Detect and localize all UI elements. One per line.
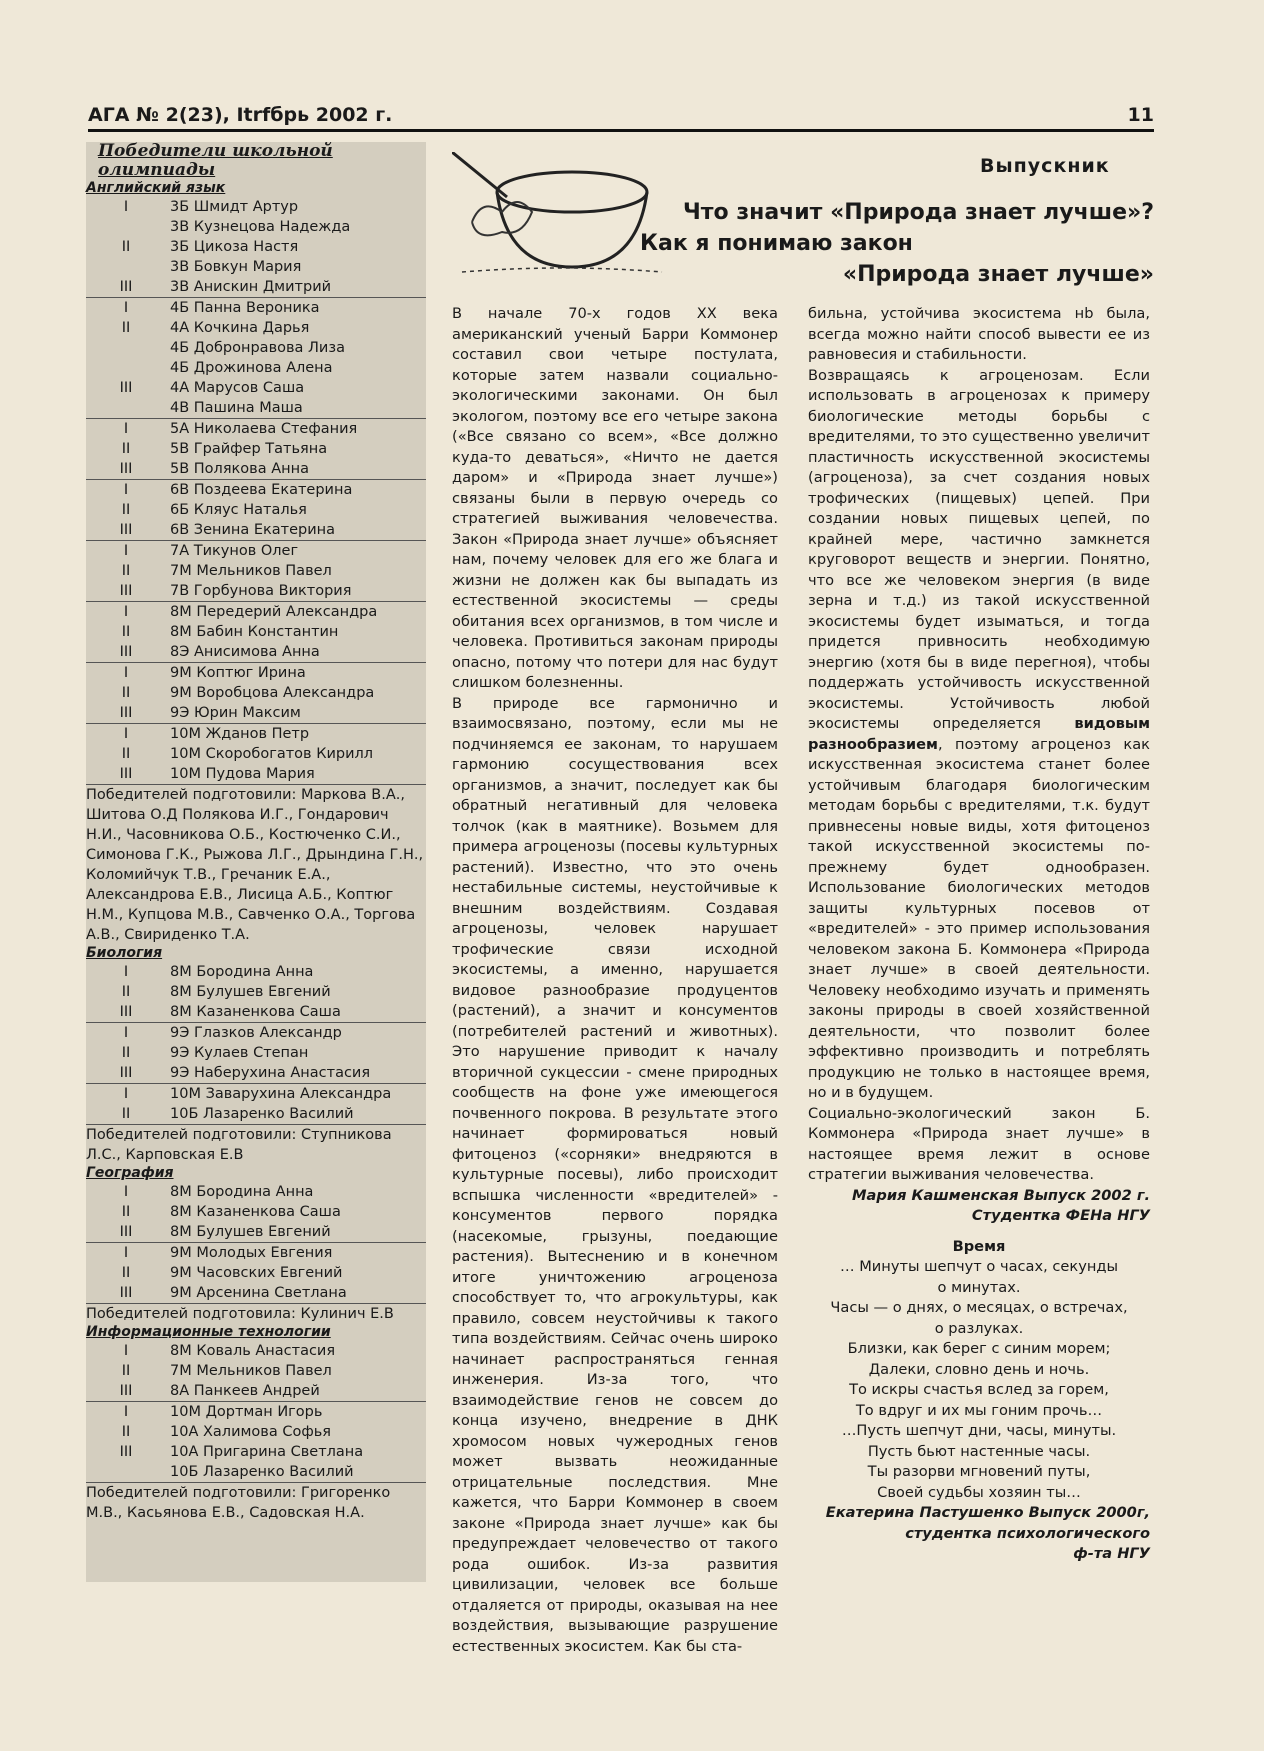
signature-line: студентка психологического [905, 1524, 1150, 1542]
winner-row [86, 257, 426, 277]
winner-name: 6В Зенина Екатерина [170, 522, 336, 538]
place: I [123, 1184, 129, 1200]
winner-name: 7А Тикунов Олег [170, 543, 299, 559]
winners-group [86, 1243, 426, 1304]
winner-row [86, 982, 426, 1002]
paragraph-text: , поэтому агроценоз как искусственная экосистема станет более устойчивым благодаря биологическим методам борьбы с вредителями, т.к. будут привнесены новые виды, хотя фитоценоз такой искусственной экосистемы по-прежнему будет однообразен. Использование биологических методов защиты культурных посевов от «вредителей» - это пример использования человеком закона Б. Коммонера «Природа знает лучше» в своей деятельности. Человеку необходимо изучать и применять законы природы в своей хозяйственной деятельности, что позволит более эффективно производить и потреблять продукцию не только в настоящее время, но и в будущем. [808, 735, 1150, 1101]
winner-name: 4Б Панна Вероника [170, 300, 320, 316]
winner-row [86, 663, 426, 683]
section-label: Выпускник [980, 155, 1110, 177]
winner-name: 5В Полякова Анна [170, 461, 309, 477]
place: I [123, 1404, 129, 1420]
poem-line: Близки, как берег с синим морем; [847, 1340, 1111, 1357]
winner-row [86, 1222, 426, 1242]
poem-line: о разлуках. [934, 1319, 1024, 1337]
place: III [119, 644, 133, 660]
poem-line: Ты разорви мгновений путы, [867, 1463, 1091, 1480]
winner-row [86, 1182, 426, 1202]
winner-row [86, 561, 426, 581]
teachers-line: Победителей подготовили: Ступникова Л.С., Карповская Е.В [86, 1127, 392, 1163]
poem-line: Часы — о днях, о месяцах, о встречах, [830, 1299, 1128, 1316]
poem-line: То вдруг и их мы гоним прочь… [855, 1401, 1103, 1419]
winner-row [86, 1104, 426, 1124]
poem-line: То искры счастья вслед за горем, [849, 1381, 1109, 1398]
winner-row [86, 1402, 426, 1422]
page-number: 11 [1127, 104, 1154, 126]
place: II [121, 746, 131, 762]
place: II [121, 441, 131, 457]
place: II [121, 1265, 131, 1281]
place: III [119, 461, 133, 477]
article-paragraph: В начале 70-х годов XX века американский ученый Барри Коммонер составил свои четыре постулата, которые затем назвали социально-экологическими законами. Он был экологом, поэтому все его четыре закона («Все связано со всем», «Все должно куда-то деваться», «Ничто не дается даром» и «Природа знает лучше») связаны были в первую очередь со стратегией выживания человечества. Закон «Природа знает лучше» объясняет нам, почему человек для его же блага и жизни не должен как бы выпадать из естественной экосистемы — среды обитания всех организмов, в том числе и человека. Противиться законам природы опасно, потому что потери для нас будут слишком болезненны. [452, 305, 778, 691]
place: II [121, 624, 131, 640]
winner-row [86, 439, 426, 459]
winner-name: 5А Николаева Стефания [170, 421, 358, 437]
winner-name: 9Э Глазков Александр [170, 1025, 342, 1041]
article-paragraph: бильна, устойчива экосистема нb была, всегда можно найти способ вывести ее из равновесия и стабильности. [808, 305, 1150, 363]
place: I [123, 726, 129, 742]
author-signature [808, 1186, 1150, 1227]
place: III [119, 1004, 133, 1020]
place: III [119, 1444, 133, 1460]
winner-name: 4Б Добронравова Лиза [170, 340, 345, 356]
winner-name: 9М Коптюг Ирина [170, 665, 306, 681]
place: III [119, 766, 133, 782]
teachers-line: Победителей подготовили: Григоренко М.В., Касьянова Е.В., Садовская Н.А. [86, 1485, 391, 1521]
winner-name: 9М Часовских Евгений [170, 1265, 343, 1281]
winner-name: 3В Бовкун Мария [170, 259, 302, 275]
poem-line: … Минуты шепчут о часах, секунды [839, 1258, 1119, 1275]
teachers-line: Победителей подготовили: Маркова В.А., Шитова О.Д Полякова И.Г., Гондарович Н.И., Часовникова О.Б., Костюченко С.И., Симонова Г.К., Рыжова Л.Г., Дрындина Г.Н., Коломийчук Т.В., Гречаник Е.А., Александрова Е.В., Лисица А.Б., Коптюг Н.М., Купцова М.В., Савченко О.А., Торгова А.В., Свириденко Т.А. [86, 787, 424, 943]
winners-group [86, 1084, 426, 1125]
winner-row [86, 1243, 426, 1263]
article-paragraph [808, 366, 1150, 1104]
place: II [121, 1204, 131, 1220]
winner-name: 6В Поздеева Екатерина [170, 482, 353, 498]
signature-line: Екатерина Пастушенко Выпуск 2000г, [825, 1504, 1150, 1521]
winner-row [86, 480, 426, 500]
place: I [123, 1343, 129, 1359]
winner-name: 3Б Цикоза Настя [170, 239, 299, 255]
winner-name: 8М Бабин Константин [170, 624, 339, 640]
winner-row [86, 197, 426, 217]
place: I [123, 1245, 129, 1261]
winner-row [86, 602, 426, 622]
winner-row [86, 419, 426, 439]
place: I [123, 300, 129, 316]
winner-row [86, 744, 426, 764]
winner-row [86, 581, 426, 601]
winners-group [86, 962, 426, 1023]
winner-row [86, 459, 426, 479]
winners-group [86, 1182, 426, 1243]
winner-row [86, 1381, 426, 1401]
winner-name: 8Э Анисимова Анна [170, 644, 320, 660]
winner-row [86, 338, 426, 358]
place: I [123, 665, 129, 681]
place: II [121, 1045, 131, 1061]
winner-name: 8М Казаненкова Саша [170, 1204, 341, 1220]
winner-name: 4В Пашина Маша [170, 400, 303, 416]
paragraph-text: Возвращаясь к агроценозам. Если использовать в агроценозах к примеру биологические методы борьбы с вредителями, то это существенно увеличит пластичность искусственной экосистемы (агроценоза), за счет создания новых трофических (пищевых) цепей. При создании новых пищевых цепей, по крайней мере, частично замкнется круговорот веществ и энергии. Понятно, что все же человеком энергия (в виде зерна и т.д.) из такой искусственной экосистемы будет изыматься, и тогда придется привносить необходимую энергию (хотя бы в виде перегноя), чтобы поддержать устойчивость искусственной экосистемы. Устойчивость любой экосистемы определяется [808, 366, 1150, 732]
winner-row [86, 1263, 426, 1283]
signature-line: Мария Кашменская Выпуск 2002 г. [852, 1186, 1150, 1204]
place: II [121, 239, 131, 255]
winner-name: 9М Молодых Евгения [170, 1245, 333, 1261]
poem-line: Своей судьбы хозяин ты… [877, 1483, 1081, 1501]
winner-name: 10Б Лазаренко Василий [170, 1464, 354, 1480]
winner-name: 10А Халимова Софья [170, 1424, 332, 1440]
winner-name: 10М Жданов Петр [170, 726, 310, 742]
winner-row [86, 1063, 426, 1083]
winner-name: 9М Арсенина Светлана [170, 1285, 347, 1301]
place: II [121, 320, 131, 336]
winner-name: 5В Грайфер Татьяна [170, 441, 328, 457]
winner-name: 9Э Кулаев Степан [170, 1045, 309, 1061]
winners-group [86, 1402, 426, 1483]
winner-name: 8А Панкеев Андрей [170, 1383, 320, 1399]
winner-row [86, 541, 426, 561]
winners-group [86, 724, 426, 785]
title-line: «Природа знает лучше» [842, 262, 1154, 287]
place: III [119, 705, 133, 721]
place: II [121, 502, 131, 518]
winner-name: 8М Казаненкова Саша [170, 1004, 341, 1020]
winners-group [86, 419, 426, 480]
winner-row [86, 703, 426, 723]
place: III [119, 1224, 133, 1240]
article-paragraph: В природе все гармонично и взаимосвязано, поэтому, если мы не подчиняемся ее законам, то нарушаем гармонию сосуществования всех организмов, а значит, последует как бы обратный негативный для человека толчок (как в маятнике). Возьмем для примера агроценозы (посевы культурных растений). Известно, что это очень нестабильные системы, неустойчивые к внешним воздействиям. Создавая агроценозы, человек нарушает трофические связи исходной экосистемы, а именно, нарушается видовое разнообразие продуцентов (растений), а значит и консументов (потребителей растений и животных). Это нарушение приводит к началу вторичной сукцессии - смене природных сообществ на фоне уже имеющегося почвенного покрова. В результате этого начинает формироваться новый фитоценоз («сорняки» внедряются в культурные посевы), либо происходит вспышка численности «вредителей» - консументов первого порядка (насекомые, грызуны, поедающие растения). Вытеснению и в конечном итоге уничтожению агроценоза способствует то, что агрокультуры, как правило, совсем неустойчивы к такого типа воздействиям. Сейчас очень широко начинает распространяться генная инженерия. Из-за того, что взаимодействие генов не совсем до конца изучено, внедрение в ДНК хромосом новых чужеродных генов может вызвать неожиданные отрицательные последствия. Мне кажется, что Барри Коммонер в своем законе «Природа знает лучше» как бы предупреждает человечество от такого рода ошибок. Из-за развития цивилизации, человек все больше отдаляется от природы, оказывая на нее воздействия, вызывающие разрушение естественных экосистем. Как бы ста- [452, 694, 778, 1655]
winner-row [86, 237, 426, 257]
winner-row [86, 318, 426, 338]
poem-line: о минутах. [937, 1278, 1021, 1296]
place: I [123, 1086, 129, 1102]
place: III [119, 279, 133, 295]
bold-term: видовым разнообразием [808, 715, 1150, 753]
winner-row [86, 1084, 426, 1104]
winner-name: 8М Бородина Анна [170, 964, 314, 980]
page-header [88, 104, 1154, 126]
winner-name: 4А Марусов Саша [170, 380, 305, 396]
winner-name: 9Э Юрин Максим [170, 705, 301, 721]
winner-row [86, 398, 426, 418]
signature-line: ф-та НГУ [1073, 1545, 1150, 1562]
place: I [123, 482, 129, 498]
poem-line: Далеки, словно день и ночь. [868, 1360, 1090, 1378]
winner-row [86, 764, 426, 784]
place: II [121, 1424, 131, 1440]
winner-name: 7М Мельников Павел [170, 563, 332, 579]
winner-row [86, 1442, 426, 1462]
article-column-2 [808, 304, 1150, 1565]
winner-name: 8М Булушев Евгений [170, 984, 331, 1000]
winner-name: 4Б Дрожинова Алена [170, 360, 333, 376]
winner-name: 10М Пудова Мария [170, 766, 315, 782]
winners-group [86, 602, 426, 663]
winner-name: 4А Кочкина Дарья [170, 320, 310, 336]
place: I [123, 199, 129, 215]
winner-name: 8М Булушев Евгений [170, 1224, 331, 1240]
winner-name: 7М Мельников Павел [170, 1363, 332, 1379]
winner-name: 10Б Лазаренко Василий [170, 1106, 354, 1122]
winner-row [86, 962, 426, 982]
place: II [121, 1363, 131, 1379]
winners-group [86, 541, 426, 602]
winner-row [86, 520, 426, 540]
winner-row [86, 1023, 426, 1043]
article-paragraph: Социально-экологический закон Б. Коммонера «Природа знает лучше» в настоящее время лежит в основе стратегии выживания человечества. [808, 1104, 1150, 1183]
winner-row [86, 1283, 426, 1303]
winner-row [86, 683, 426, 703]
winner-row [86, 500, 426, 520]
title-line: Как я понимаю закон [640, 231, 913, 256]
winner-name: 7В Горбунова Виктория [170, 583, 352, 599]
issue-line: АГА № 2(23), Itrfбрь 2002 г. [88, 104, 393, 126]
place: III [119, 1065, 133, 1081]
winner-row [86, 378, 426, 398]
poet-signature [808, 1503, 1150, 1565]
poem [808, 1257, 1150, 1503]
winner-row [86, 1361, 426, 1381]
winner-name: 8М Передерий Александра [170, 604, 378, 620]
header-rule [88, 129, 1154, 132]
teachers-line: Победителей подготовила: Кулинич Е.В [86, 1306, 394, 1322]
subject-heading: Английский язык [86, 180, 226, 196]
signature-line: Студентка ФЕНа НГУ [971, 1207, 1150, 1224]
winner-row [86, 1043, 426, 1063]
place: III [119, 380, 133, 396]
winner-row [86, 724, 426, 744]
article-title [640, 197, 1154, 290]
poem-line: …Пусть шепчут дни, часы, минуты. [841, 1422, 1117, 1439]
winner-name: 3В Анискин Дмитрий [170, 279, 332, 295]
place: II [121, 984, 131, 1000]
subject-heading: Биология [86, 945, 163, 961]
winner-row [86, 642, 426, 662]
place: III [119, 522, 133, 538]
place: I [123, 964, 129, 980]
place: III [119, 583, 133, 599]
winner-name: 9Э Наберухина Анастасия [170, 1065, 371, 1081]
place: I [123, 543, 129, 559]
winner-name: 10А Пригарина Светлана [170, 1444, 364, 1460]
winner-name: 8М Бородина Анна [170, 1184, 314, 1200]
winner-name: 8М Коваль Анастасия [170, 1343, 336, 1359]
winners-title: Победители школьной олимпиады [98, 141, 333, 180]
winners-group [86, 1023, 426, 1084]
winner-row [86, 217, 426, 237]
winners-group [86, 480, 426, 541]
poem-line: Пусть бьют настенные часы. [867, 1442, 1091, 1460]
winner-row [86, 277, 426, 297]
pot-illustration [452, 152, 672, 287]
article-column-1 [452, 304, 778, 1657]
winner-name: 10М Скоробогатов Кирилл [170, 746, 374, 762]
winners-group [86, 197, 426, 298]
olympiad-winners-box [86, 142, 426, 1582]
winner-row [86, 1002, 426, 1022]
winner-row [86, 358, 426, 378]
winner-name: 3Б Шмидт Артур [170, 199, 299, 215]
place: I [123, 1025, 129, 1041]
winner-row [86, 1202, 426, 1222]
subjects-list [86, 180, 426, 1523]
place: II [121, 685, 131, 701]
winner-name: 3В Кузнецова Надежда [170, 219, 351, 235]
winner-row [86, 1422, 426, 1442]
place: II [121, 563, 131, 579]
place: II [121, 1106, 131, 1122]
winner-row [86, 1341, 426, 1361]
winner-row [86, 622, 426, 642]
subject-heading: География [86, 1165, 174, 1181]
winner-name: 10М Дортман Игорь [170, 1404, 323, 1420]
winners-group [86, 298, 426, 419]
winner-row [86, 1462, 426, 1482]
poem-title: Время [952, 1237, 1006, 1255]
place: III [119, 1285, 133, 1301]
winner-name: 6Б Кляус Наталья [170, 502, 307, 518]
place: I [123, 421, 129, 437]
winner-name: 9М Воробцова Александра [170, 685, 375, 701]
place: III [119, 1383, 133, 1399]
title-line: Что значит «Природа знает лучше»? [683, 200, 1154, 225]
winner-row [86, 298, 426, 318]
subject-heading: Информационные технологии [86, 1324, 331, 1340]
place: I [123, 604, 129, 620]
winners-group [86, 663, 426, 724]
winners-group [86, 1341, 426, 1402]
winner-name: 10М Заварухина Александра [170, 1086, 392, 1102]
